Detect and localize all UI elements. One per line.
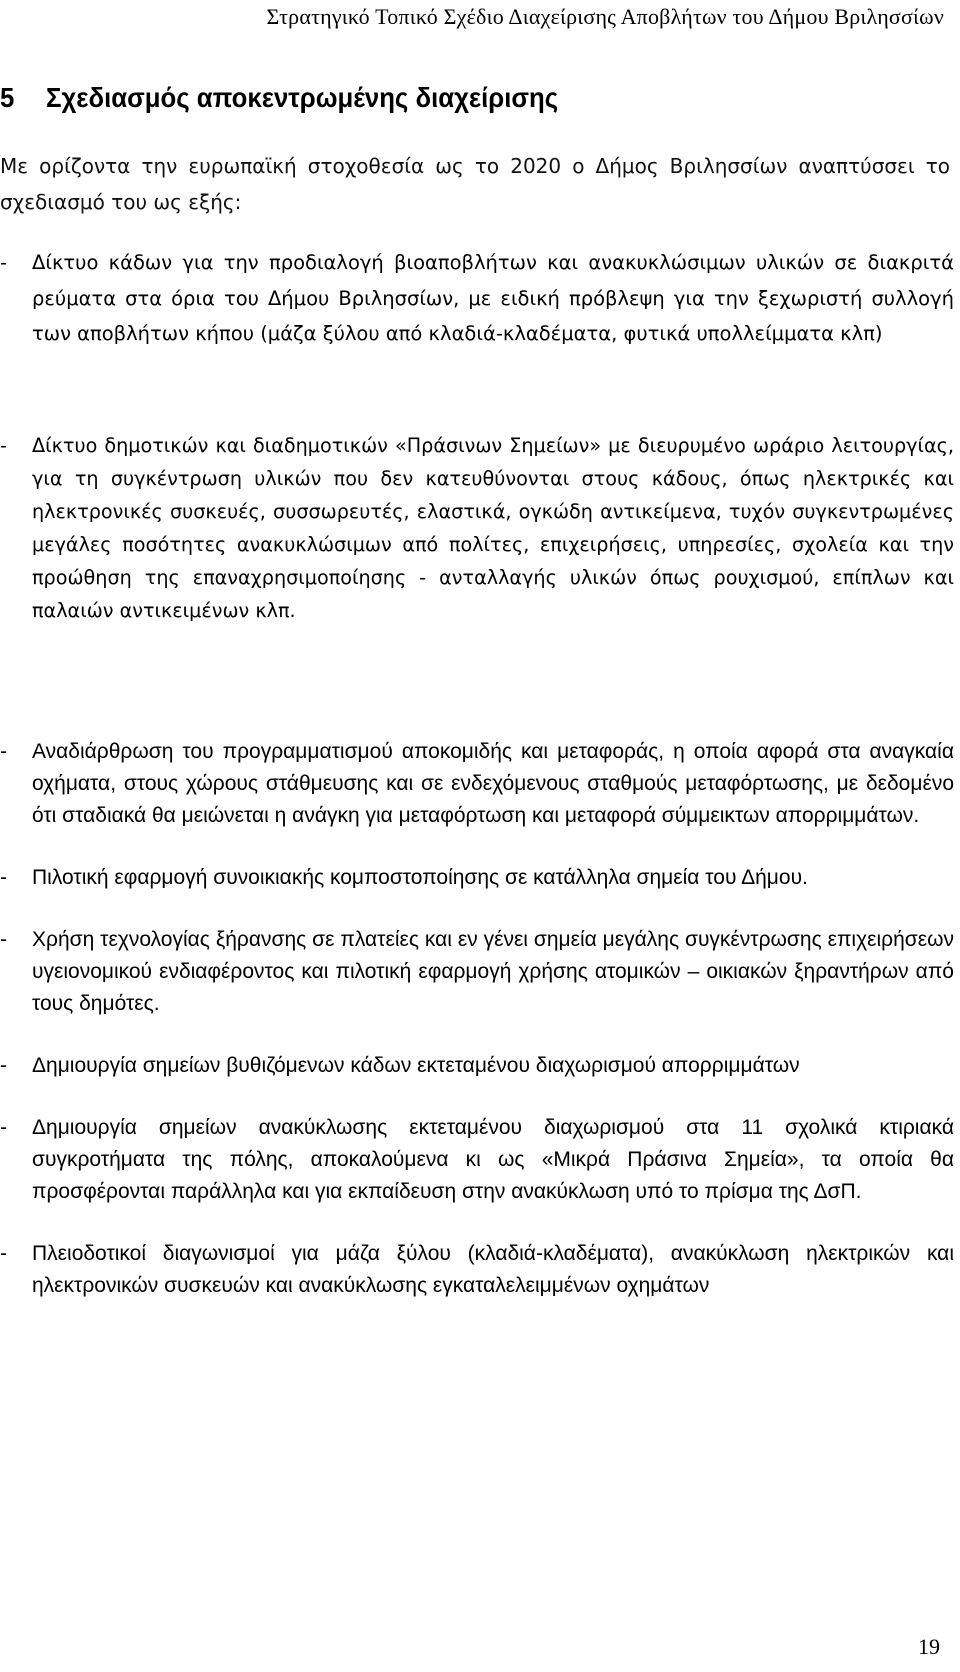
bullet-dash: - bbox=[0, 866, 7, 889]
list-item bbox=[0, 862, 954, 894]
bullet-dash: - bbox=[0, 928, 7, 951]
list-item bbox=[0, 1238, 954, 1302]
list-item-text: Δημιουργία σημείων βυθιζόμενων κάδων εκτεταμένου διαχωρισμού απορριμμάτων bbox=[32, 1054, 800, 1077]
bullet-dash: - bbox=[0, 1242, 7, 1265]
bullet-list-first bbox=[0, 245, 954, 352]
list-item-text: Δίκτυο δημοτικών και διαδημοτικών «Πράσινων Σημείων» με διευρυμένο ωράριο λειτουργίας, για τη συγκέντρωση υλικών που δεν κατευθύνονται στους κάδους, όπως ηλεκτρικές και ηλεκτρονικές συσκευές, συσσωρευτές, ελαστικά, ογκώδη αντικείμενα, τυχόν συγκεντρωμένες μεγάλες ποσότητες ανακυκλώσιμων από πολίτες, επιχειρήσεις, υπηρεσίες, σχολεία και την προώθηση της επαναχρησιμοποίησης - ανταλλαγής υλικών όπως ρουχισμού, επίπλων και παλαιών αντικειμένων κλπ. bbox=[32, 434, 954, 622]
list-item bbox=[0, 429, 954, 627]
list-item bbox=[0, 924, 954, 1020]
running-header: Στρατηγικό Τοπικό Σχέδιο Διαχείρισης Αποβλήτων του Δήμου Βριλησσίων bbox=[266, 4, 944, 29]
list-item-text: Δίκτυο κάδων για την προδιαλογή βιοαποβλήτων και ανακυκλώσιμων υλικών σε διακριτά ρεύματα στα όρια του Δήμου Βριλησσίων, με ειδική πρόβλεψη για την ξεχωριστή συλλογή των αποβλήτων κήπου (μάζα ξύλου από κλαδιά-κλαδέματα, φυτικά υπολλείμματα κλπ) bbox=[32, 251, 954, 345]
bullet-dash: - bbox=[0, 434, 7, 457]
section-number: 5 bbox=[0, 82, 15, 113]
bullet-list-second bbox=[0, 429, 954, 627]
list-item bbox=[0, 1050, 954, 1082]
list-item-text: Χρήση τεχνολογίας ξήρανσης σε πλατείες και εν γένει σημεία μεγάλης συγκέντρωσης επιχειρήσεων υγειονομικού ενδιαφέροντος και πιλοτική εφαρμογή χρήσης ατομικών – οικιακών ξηραντήρων από τους δημότες. bbox=[32, 928, 954, 1015]
section-title: Σχεδιασμός αποκεντρωμένης διαχείρισης bbox=[46, 82, 559, 113]
list-item bbox=[0, 1112, 954, 1208]
bullet-dash: - bbox=[0, 740, 7, 763]
bullet-dash: - bbox=[0, 1116, 7, 1139]
bullet-list-main bbox=[0, 736, 954, 1332]
page-number: 19 bbox=[918, 1634, 940, 1659]
section-heading bbox=[0, 82, 865, 114]
list-item-text: Αναδιάρθρωση του προγραμματισμού αποκομιδής και μεταφοράς, η οποία αφορά στα αναγκαία οχήματα, στους χώρους στάθμευσης και σε ενδεχόμενους σταθμούς μεταφόρτωσης, με δεδομένο ότι σταδιακά θα μειώνεται η ανάγκη για μεταφόρτωση και μεταφορά σύμμεικτων απορριμμάτων. bbox=[32, 740, 954, 827]
bullet-dash: - bbox=[0, 251, 8, 274]
list-item bbox=[0, 736, 954, 832]
list-item-text: Πιλοτική εφαρμογή συνοικιακής κομποστοποίησης σε κατάλληλα σημεία του Δήμου. bbox=[32, 866, 808, 889]
list-item bbox=[0, 245, 954, 352]
intro-paragraph: Με ορίζοντα την ευρωπαϊκή στοχοθεσία ως το 2020 ο Δήμος Βριλησσίων αναπτύσσει το σχεδιασμό του ως εξής: bbox=[0, 154, 950, 214]
bullet-dash: - bbox=[0, 1054, 7, 1077]
list-item-text: Πλειοδοτικοί διαγωνισμοί για μάζα ξύλου (κλαδιά-κλαδέματα), ανακύκλωση ηλεκτρικών και ηλεκτρονικών συσκευών και ανακύκλωσης εγκαταλελειμμένων οχημάτων bbox=[32, 1242, 954, 1297]
list-item-text: Δημιουργία σημείων ανακύκλωσης εκτεταμένου διαχωρισμού στα 11 σχολικά κτιριακά συγκροτήματα της πόλης, αποκαλούμενα κι ως «Μικρά Πράσινα Σημεία», τα οποία θα προσφέρονται παράλληλα και για εκπαίδευση στην ανακύκλωση υπό το πρίσμα της ΔσΠ. bbox=[32, 1116, 954, 1203]
